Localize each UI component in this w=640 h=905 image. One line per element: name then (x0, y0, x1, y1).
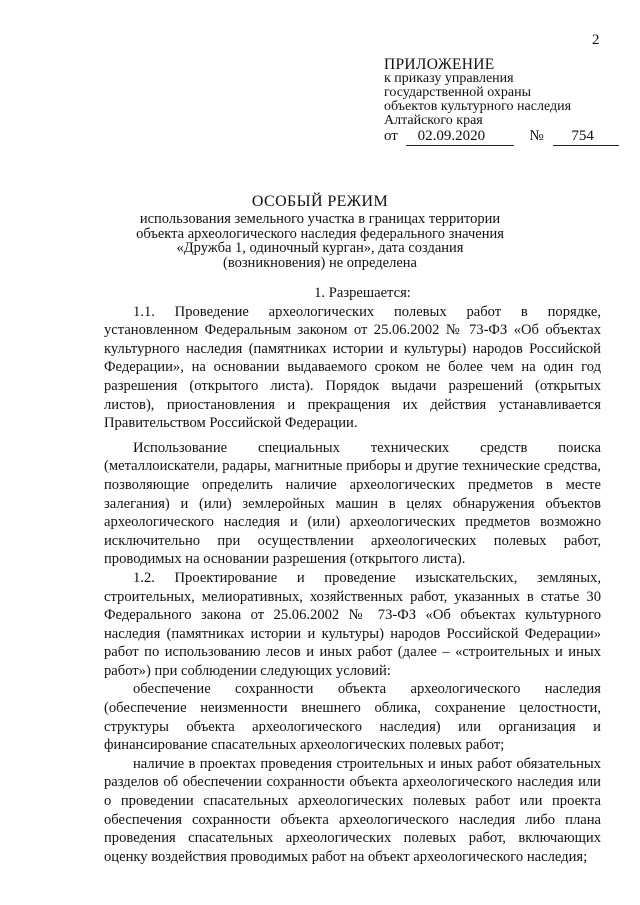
heading-subtitle-line: «Дружба 1, одиночный курган», дата создания (176, 240, 464, 257)
heading-subtitle-line: (возникновения) не определена (223, 254, 417, 271)
paragraph-condition: обеспечение сохранности объекта археологического наследия (обеспечение неизменности внешнего облика, сохранение целостности, структуры объекта археологического наследия) или организация и финансирование спасательных археологических полевых работ; (104, 681, 601, 754)
appendix-title: ПРИЛОЖЕНИЕ (384, 56, 495, 73)
document-title: ОСОБЫЙ РЕЖИМ (251, 193, 389, 210)
appendix-line: объектов культурного наследия (384, 99, 572, 114)
section-heading: 1. Разрешается: (314, 285, 411, 301)
appendix-line: государственной охраны (384, 85, 532, 100)
heading-subtitle-line: объекта археологического наследия федерального значения (136, 225, 504, 242)
order-prefix: от (384, 128, 398, 144)
paragraph-1-2: 1.2. Проектирование и проведение изыскательских, земляных, строительных, мелиоративных, хозяйственных работ, указанных в статье 30 Федерального закона от 25.06.2002 № 73-ФЗ «Об объектах культурного наследия (памятниках истории и культуры) народов Российской Федерации» работ по использованию лесов и иных работ (далее – «строительных и иных работ») при соблюдении следующих условий: (104, 569, 601, 679)
document-body (104, 284, 601, 866)
page-number: 2 (592, 32, 600, 48)
document-heading (0, 192, 640, 270)
appendix-line: Алтайского края (384, 113, 483, 128)
order-number-sign: № (529, 128, 544, 144)
appendix-block (384, 58, 571, 128)
paragraph-condition: наличие в проектах проведения строительных и иных работ обязательных разделов об обеспечении сохранности объекта археологического наследия или о проведении спасательных археологических полевых работ или проекта обеспечения сохранности объекта археологического наследия либо плана проведения спасательных археологических полевых работ, включающих оценку воздействия проводимых работ на объект археологического наследия; (104, 755, 601, 865)
order-reference (384, 128, 619, 146)
paragraph-technical-tools: Использование специальных технических средств поиска (металлоискатели, радары, магнитные приборы и другие технические средства, позволяющие определить наличие археологических предметов в месте залегания) и (или) землеройных машин в целях обнаружения объектов археологического наследия и (или) археологических предметов возможно исключительно при осуществлении археологических полевых работ, проводимых на основании разрешения (открытого листа). (104, 439, 601, 568)
appendix-line: к приказу управления (384, 71, 514, 86)
order-number: 754 (553, 128, 619, 146)
heading-subtitle-line: использования земельного участка в границах территории (139, 211, 501, 227)
order-date: 02.09.2020 (406, 128, 514, 146)
paragraph-1-1: 1.1. Проведение археологических полевых работ в порядке, установленном Федеральным законом от 25.06.2002 № 73-ФЗ «Об объектах культурного наследия (памятниках истории и культуры) народов Российской Федерации», на основании выдаваемого сроком не более чем на один год разрешения (открытого листа). Порядок выдачи разрешений (открытых листов), приостановления и прекращения их действия устанавливается Правительством Российской Федерации. (104, 303, 601, 432)
